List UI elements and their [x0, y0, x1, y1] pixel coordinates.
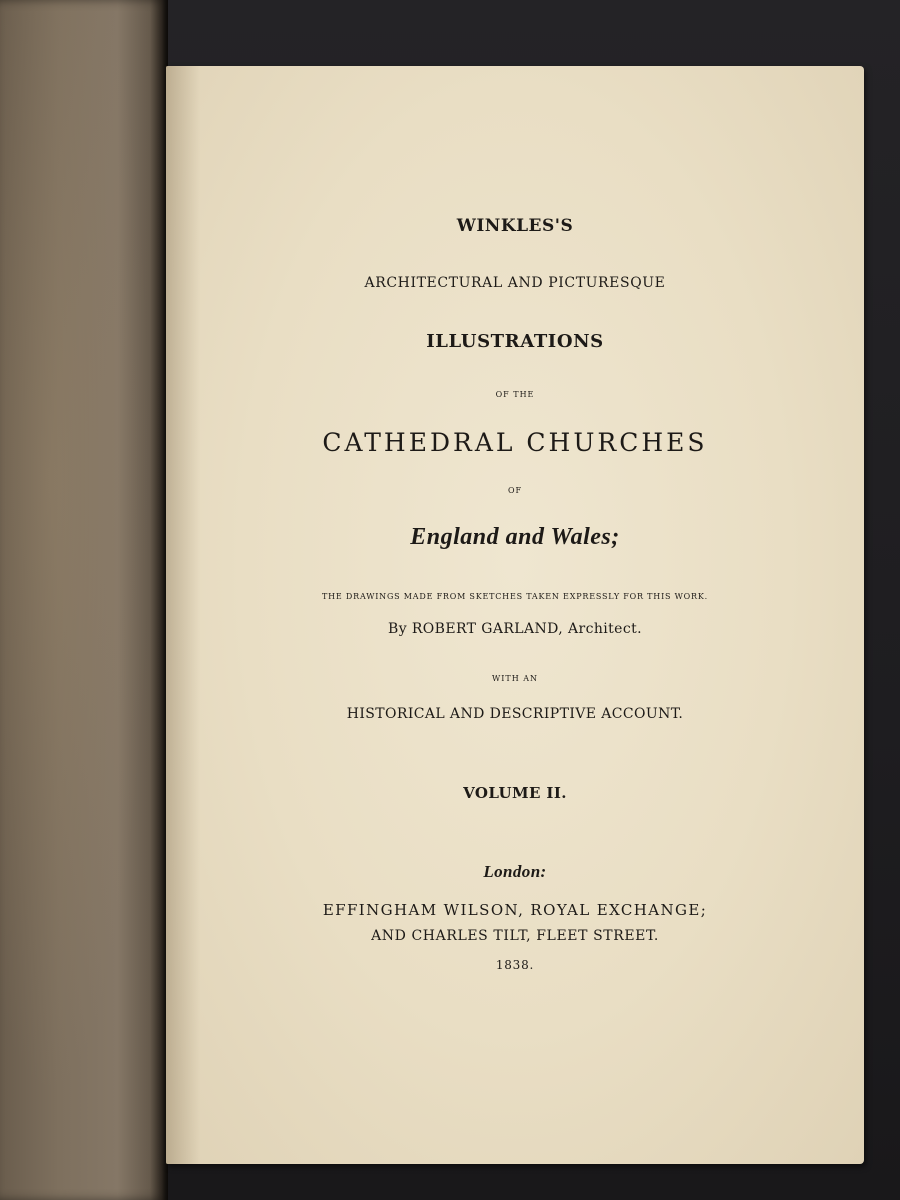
publication-year: 1838. [495, 958, 535, 972]
of-the-line: OF THE [495, 390, 535, 399]
subtitle-line: ARCHITECTURAL AND PICTURESQUE [364, 275, 666, 291]
author-line: WINKLES'S [456, 216, 574, 236]
title-page [166, 66, 864, 1164]
by-line: By ROBERT GARLAND, Architect. [388, 621, 642, 637]
imprint-city: London: [483, 862, 547, 881]
region-title: England and Wales; [410, 524, 620, 550]
publisher-line-1: EFFINGHAM WILSON, ROYAL EXCHANGE; [322, 901, 708, 919]
publisher-line-2: AND CHARLES TILT, FLEET STREET. [371, 928, 659, 944]
subject-title: CATHEDRAL CHURCHES [322, 428, 708, 457]
with-an-line: WITH AN [491, 674, 538, 683]
book-cover-board [0, 0, 168, 1200]
drawings-note: THE DRAWINGS MADE FROM SKETCHES TAKEN EXPRESSLY FOR THIS WORK. [322, 592, 708, 601]
main-title: ILLUSTRATIONS [426, 331, 604, 352]
of-line: OF [507, 486, 523, 495]
volume-label: VOLUME II. [463, 784, 567, 802]
account-line: HISTORICAL AND DESCRIPTIVE ACCOUNT. [346, 706, 684, 722]
